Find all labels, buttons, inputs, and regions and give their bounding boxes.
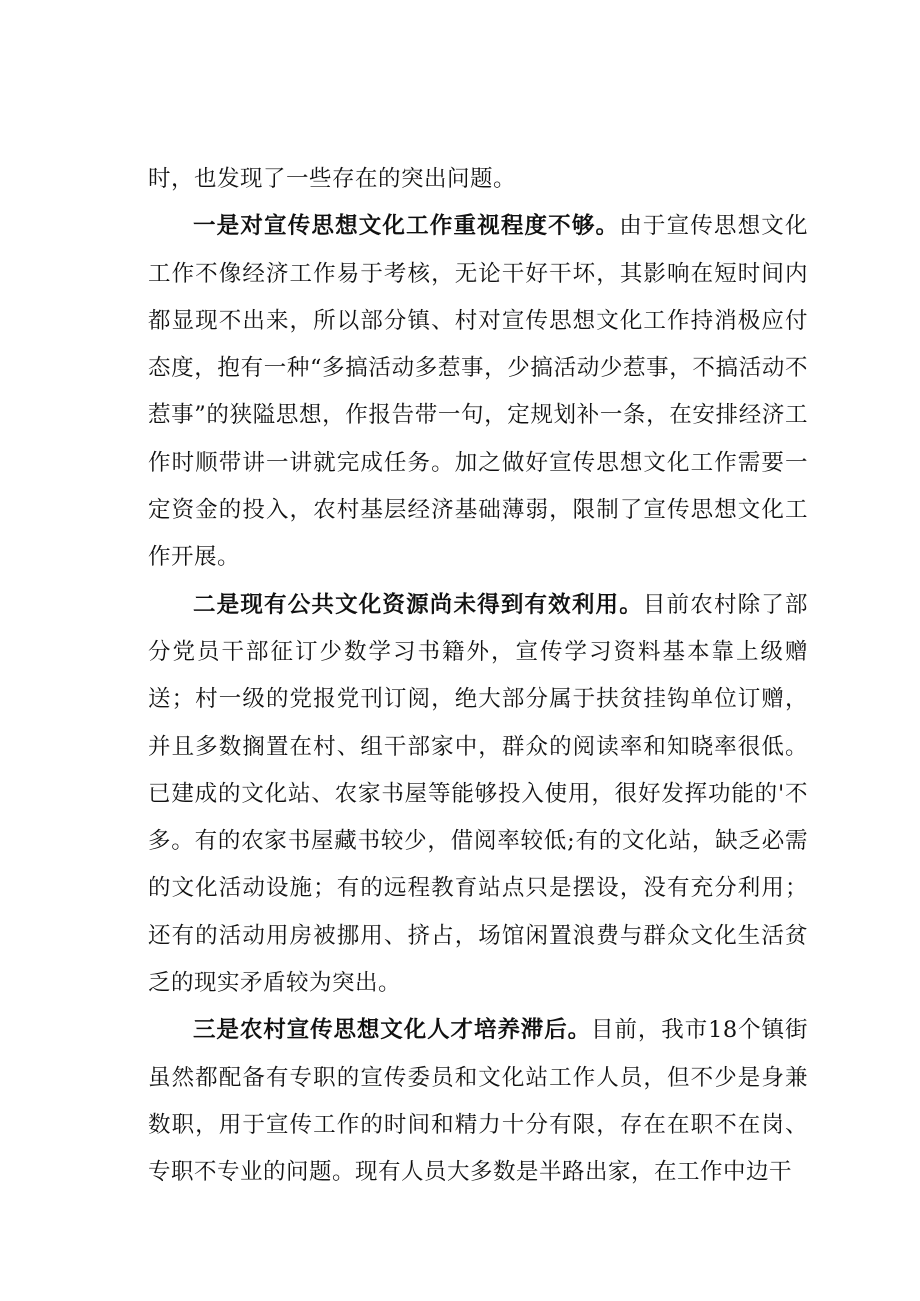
paragraph-point-two	[148, 582, 808, 1008]
paragraph-text: 目前，我市18个镇街虽然都配备有专职的宣传委员和文化站工作人员，但不少是身兼数职，用于宣传工作的时间和精力十分有限，存在在职不在岗、专职不专业的问题。现有人员大多数是半路出家，在工作中边干	[148, 1017, 808, 1186]
paragraph-heading: 三是农村宣传思想文化人才培养滞后。	[193, 1017, 592, 1044]
paragraph-text: 目前农村除了部分党员干部征订少数学习书籍外，宣传学习资料基本靠上级赠送；村一级的党报党刊订阅，绝大部分属于扶贫挂钩单位订赠，并且多数搁置在村、组干部家中，群众的阅读率和知晓率很低。已建成的文化站、农家书屋等能够投入使用，很好发挥功能的'不多。有的农家书屋藏书较少，借阅率较低;有的文化站，缺乏必需的文化活动设施；有的远程教育站点只是摆设，没有充分利用；还有的活动用房被挪用、挤占，场馆闲置浪费与群众文化生活贫乏的现实矛盾较为突出。	[148, 591, 808, 997]
paragraph-point-one	[148, 203, 808, 581]
paragraph-point-three	[148, 1007, 808, 1196]
paragraph-continuation	[148, 156, 808, 203]
document-body	[148, 156, 808, 1197]
paragraph-text: 时，也发现了一些存在的突出问题。	[148, 166, 517, 192]
paragraph-text: 由于宣传思想文化工作不像经济工作易于考核，无论干好干坏，其影响在短时间内都显现不出来，所以部分镇、村对宣传思想文化工作持消极应付态度，抱有一种“多搞活动多惹事，少搞活动少惹事，不搞活动不惹事”的狭隘思想，作报告带一句，定规划补一条，在安排经济工作时顺带讲一讲就完成任务。加之做好宣传思想文化工作需要一定资金的投入，农村基层经济基础薄弱，限制了宣传思想文化工作开展。	[148, 213, 808, 571]
paragraph-heading: 二是现有公共文化资源尚未得到有效利用。	[193, 591, 643, 618]
paragraph-heading: 一是对宣传思想文化工作重视程度不够。	[193, 213, 620, 240]
